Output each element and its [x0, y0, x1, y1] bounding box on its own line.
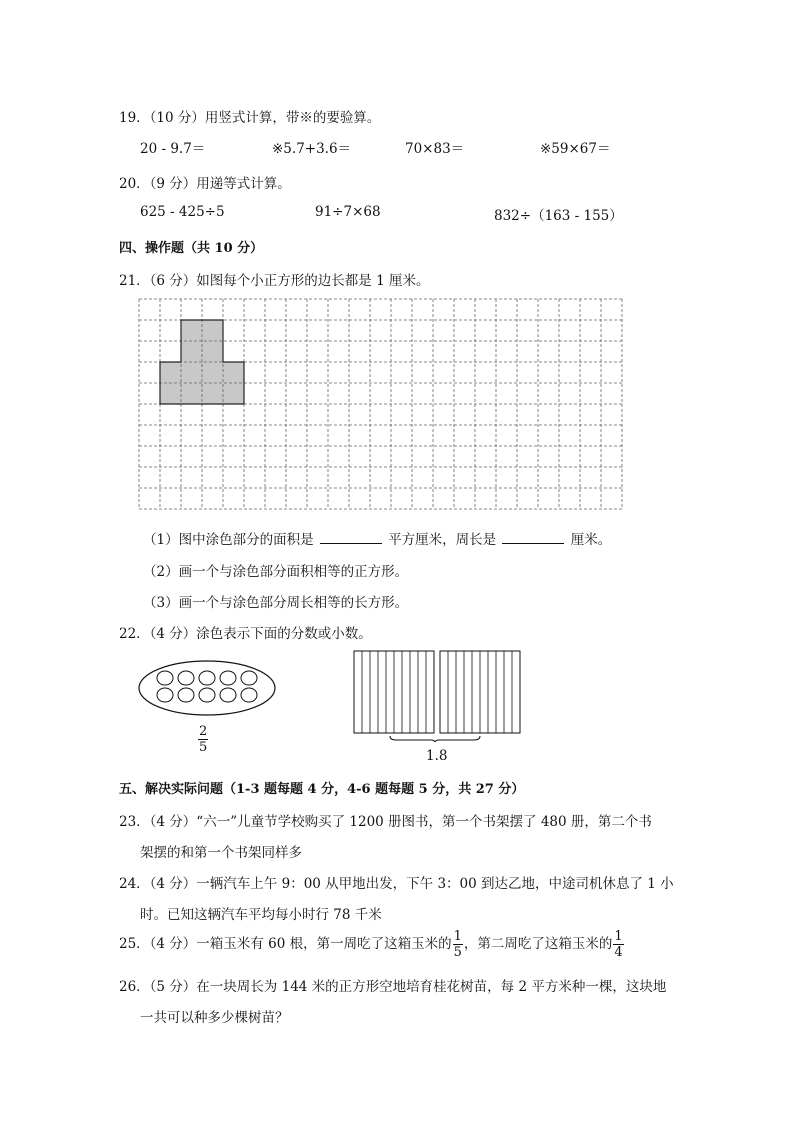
section-5-title: 五、解决实际问题（1-3 题每题 4 分，4-6 题每题 5 分，共 27 分） — [119, 782, 525, 797]
q19-item-4: ※59×67＝ — [540, 141, 611, 157]
q19-item-2: ※5.7+3.6＝ — [272, 141, 352, 157]
q25-frac1-num: 1 — [453, 929, 462, 944]
small-circle — [199, 688, 215, 702]
q19-stem: 19．（10 分）用竖式计算，带※的要验算。 — [119, 110, 381, 126]
shaded-cell — [223, 362, 244, 383]
shaded-cell — [181, 362, 202, 383]
q26-line-1: 26．（5 分）在一块周长为 144 米的正方形空地培育桂花树苗，每 2 平方米种一棵，这块地 — [119, 979, 667, 995]
q21-sub2: （2）画一个与涂色部分面积相等的正方形。 — [143, 564, 409, 580]
q25-frac2-den: 4 — [614, 945, 623, 960]
perimeter-answer-blank[interactable] — [502, 531, 564, 544]
square-grid-figure — [138, 298, 645, 511]
small-circle — [241, 671, 257, 685]
q26-line-2: 一共可以种多少棵树苗？ — [140, 1010, 289, 1026]
q20-item-2: 91÷7×68 — [315, 204, 381, 220]
q24-line-1: 24．（4 分）一辆汽车上午 9：00 从甲地出发，下午 3：00 到达乙地，中途司机休息了 1 小 — [119, 876, 674, 892]
shaded-cell — [202, 320, 223, 341]
shaded-cell — [181, 383, 202, 404]
q20-item-3: 832÷（163 - 155） — [494, 208, 623, 224]
q21-sub1-text-b: 平方厘米，周长是 — [388, 532, 497, 548]
small-circle — [241, 688, 257, 702]
shaded-cell — [181, 341, 202, 362]
fraction-numerator: 2 — [199, 724, 208, 739]
area-answer-blank[interactable] — [320, 531, 382, 544]
q23-line-2: 架摆的和第一个书架同样多 — [140, 845, 302, 861]
shaded-cell — [181, 320, 202, 341]
shaded-cell — [202, 362, 223, 383]
q21-sub3: （3）画一个与涂色部分周长相等的长方形。 — [143, 595, 409, 611]
small-circle — [220, 688, 236, 702]
q25-frac1-den: 5 — [453, 945, 462, 960]
q22-stem: 22．（4 分）涂色表示下面的分数或小数。 — [119, 626, 372, 642]
small-circle — [178, 671, 194, 685]
q25-text-b: ，第二周吃了这箱玉米的 — [463, 936, 613, 952]
section-4-title: 四、操作题（共 10 分） — [119, 241, 264, 256]
small-circle — [157, 688, 173, 702]
fraction-two-fifths — [197, 725, 209, 754]
shaded-cell — [160, 383, 181, 404]
q25-frac2-num: 1 — [614, 929, 623, 944]
shaded-cell — [223, 383, 244, 404]
q21-sub1-text-a: （1）图中涂色部分的面积是 — [143, 532, 314, 548]
small-circle — [220, 671, 236, 685]
fraction-denominator: 5 — [199, 740, 208, 755]
q21-sub1 — [143, 528, 611, 548]
shaded-cell — [160, 362, 181, 383]
shaded-cell — [202, 341, 223, 362]
small-circle — [199, 671, 215, 685]
q24-line-2: 时。已知这辆汽车平均每小时行 78 千米 — [140, 907, 382, 923]
q25-line — [119, 930, 625, 959]
shaded-cell — [202, 383, 223, 404]
striped-bars-figure — [352, 650, 522, 742]
q20-stem: 20．（9 分）用递等式计算。 — [119, 176, 291, 192]
q21-stem: 21．（6 分）如图每个小正方形的边长都是 1 厘米。 — [119, 273, 430, 289]
brace — [390, 736, 480, 742]
q23-line-1: 23．（4 分）“六一”儿童节学校购买了 1200 册图书，第一个书架摆了 480 册，第二个书 — [119, 814, 652, 830]
q20-item-1: 625 - 425÷5 — [140, 204, 225, 220]
q25-text-a: 25．（4 分）一箱玉米有 60 根，第一周吃了这箱玉米的 — [119, 936, 452, 952]
q21-sub1-text-c: 厘米。 — [570, 532, 612, 548]
small-circle — [178, 688, 194, 702]
ellipse-with-circles-figure — [136, 658, 278, 718]
q19-item-3: 70×83＝ — [405, 141, 465, 157]
q19-item-1: 20 - 9.7＝ — [140, 141, 206, 157]
small-circle — [157, 671, 173, 685]
decimal-label: 1.8 — [426, 748, 448, 764]
